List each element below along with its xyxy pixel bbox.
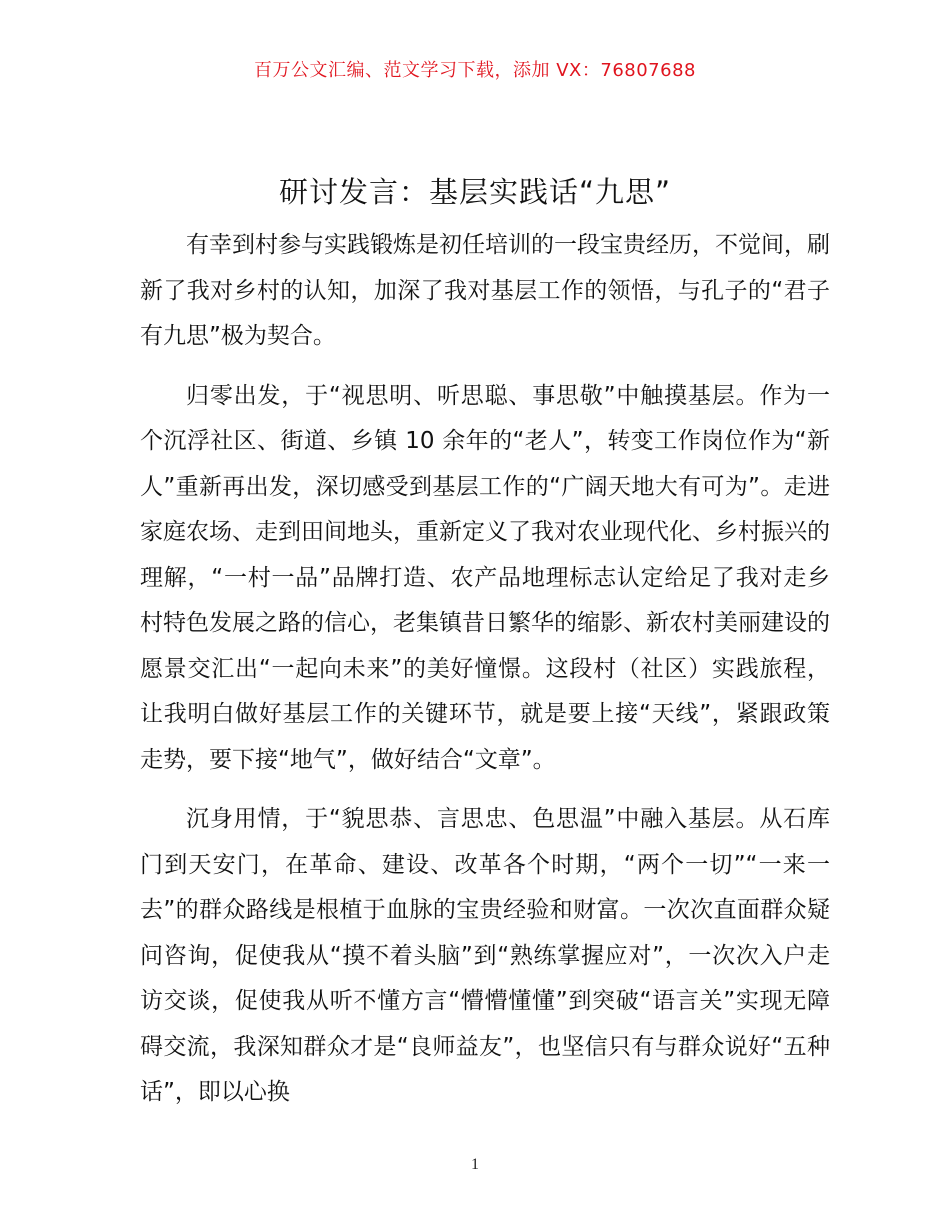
- page-number: 1: [471, 1156, 479, 1173]
- paragraph-immerse: 沉身用情，于“貌思恭、言思忠、色思温”中融入基层。从石库门到天安门，在革命、建设、改革各个时期，“两个一切”“一来一去”的群众路线是根植于血脉的宝贵经验和财富。一次次直面群众疑问咨询，促使我从“摸不着头脑”到“熟练掌握应对”，一次次入户走访交谈，促使我从听不懂方言“懵懵懂懂”到突破“语言关”实现无障碍交流，我深知群众才是“良师益友”，也坚信只有与群众说好“五种话”，即以心换: [140, 806, 830, 1105]
- document-body: [140, 223, 830, 1130]
- paragraph-intro: 有幸到村参与实践锻炼是初任培训的一段宝贵经历，不觉间，刷新了我对乡村的认知，加深了我对基层工作的领悟，与孔子的“君子有九思”极为契合。: [140, 232, 830, 349]
- document-title: 研讨发言：基层实践话“九思”: [278, 175, 672, 209]
- watermark-header: 百万公文汇编、范文学习下载，添加 VX：76807688: [254, 60, 696, 81]
- paragraph-reset-start: 归零出发，于“视思明、听思聪、事思敬”中触摸基层。作为一个沉浮社区、街道、乡镇 10 余年的“老人”，转变工作岗位作为“新人”重新再出发，深切感受到基层工作的“广阔天地大有可为”。走进家庭农场、走到田间地头，重新定义了我对农业现代化、乡村振兴的理解，“一村一品”品牌打造、农产品地理标志认定给足了我对走乡村特色发展之路的信心，老集镇昔日繁华的缩影、新农村美丽建设的愿景交汇出“一起向未来”的美好憧憬。这段村（社区）实践旅程，让我明白做好基层工作的关键环节，就是要上接“天线”，紧跟政策走势，要下接“地气”，做好结合“文章”。: [140, 382, 830, 773]
